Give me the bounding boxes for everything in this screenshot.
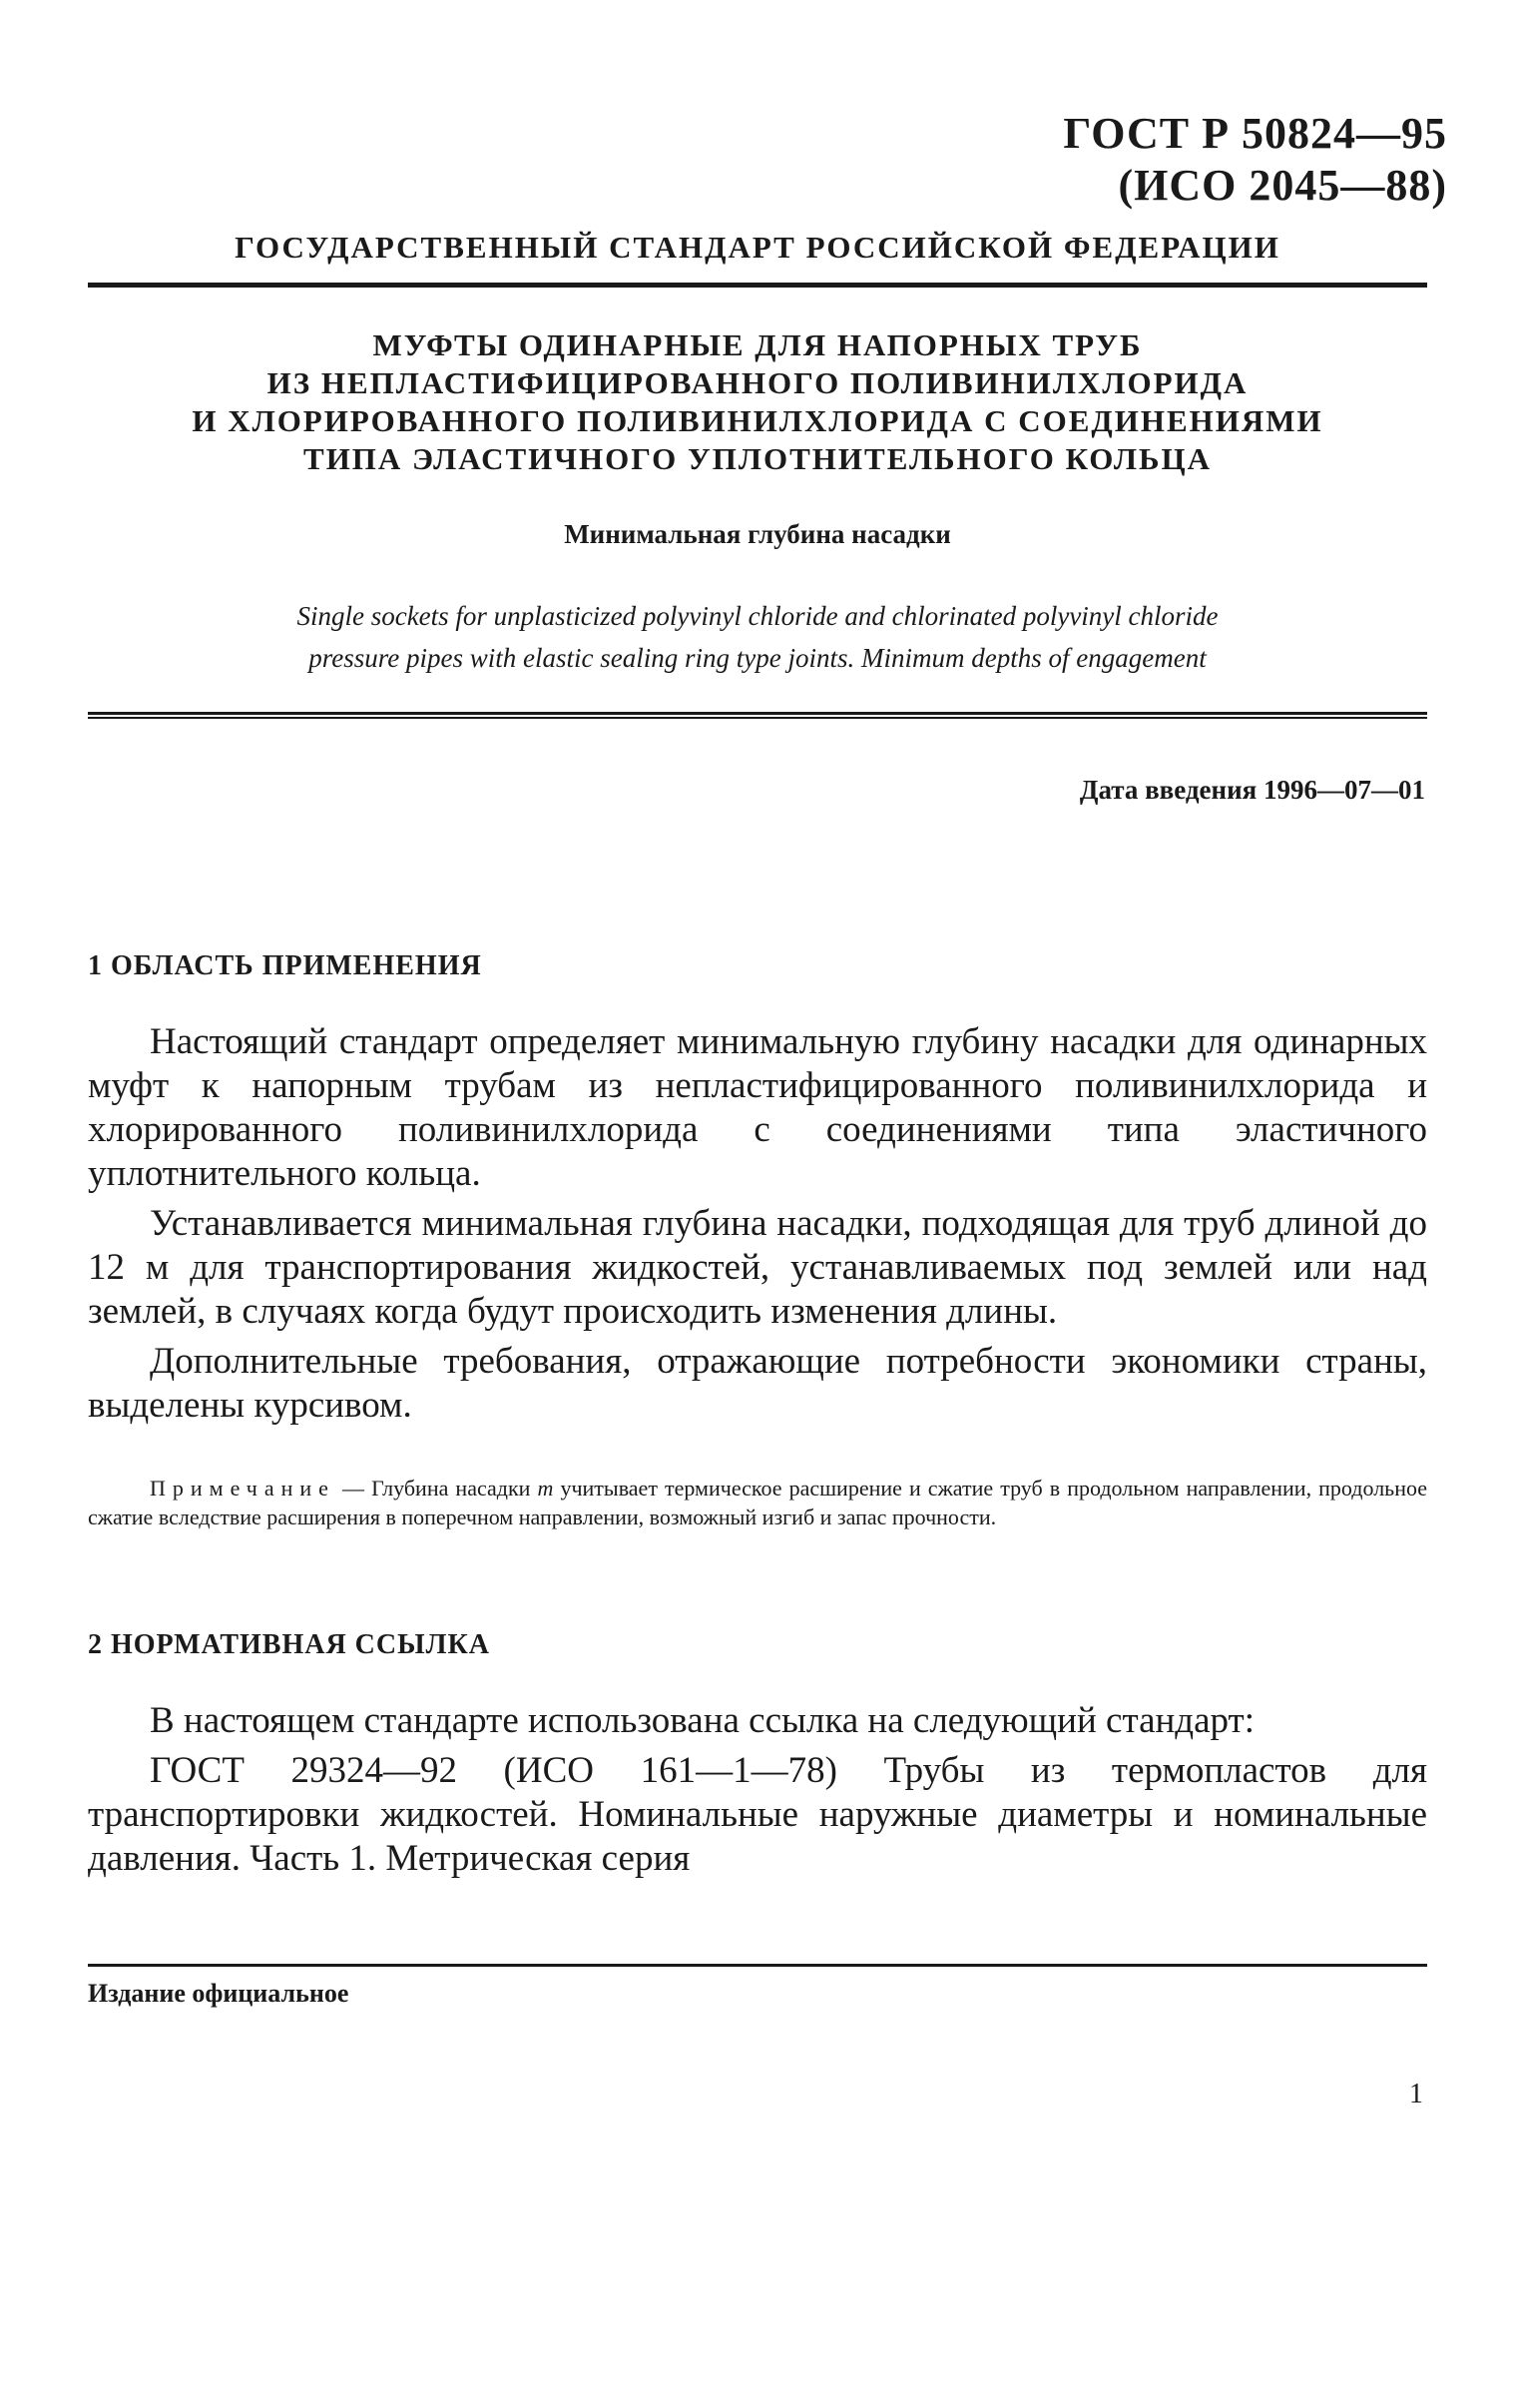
gost-designation [1063,108,1447,212]
paragraph: В настоящем стандарте использована ссылка на следующий стандарт: [150,1700,1256,1741]
note-symbol: m [537,1476,554,1501]
edition-label: Издание официальное [88,1979,349,2008]
section-2-heading: 2 НОРМАТИВНАЯ ССЫЛКА [88,1629,490,1660]
paragraph: Дополнительные требования, отражающие потребности экономики страны, выделены курсивом. [88,1341,1427,1426]
page-number: 1 [1409,2079,1423,2109]
title-line: ТИПА ЭЛАСТИЧНОГО УПЛОТНИТЕЛЬНОГО КОЛЬЦА [303,441,1212,476]
document-title [90,326,1425,478]
title-line: МУФТЫ ОДИНАРНЫЕ ДЛЯ НАПОРНЫХ ТРУБ [372,327,1143,362]
title-line: ИЗ НЕПЛАСТИФИЦИРОВАННОГО ПОЛИВИНИЛХЛОРИДА [266,365,1249,400]
paragraph: Настоящий стандарт определяет минимальную глубину насадки для одинарных муфт к напорным трубам из непластифицированного поливинилхлорида и хлорированного поливинилхлорида с соединениями типа эластичного уплотнительного кольца. [88,1021,1427,1194]
note-text: учитывает термическое расширение и сжатие труб в продольном направлении, продольное сжатие вследствие расширения в поперечном направлении, возможный изгиб и запас прочности. [88,1476,1428,1529]
english-title [90,595,1425,679]
section-1-body [88,1020,1427,1428]
paragraph: ГОСТ 29324—92 (ИСО 161—1—78) Трубы из термопластов для транспортировки жидкостей. Номинальные наружные диаметры и номинальные давления. Часть 1. Метрическая серия [88,1750,1427,1879]
title-line: И ХЛОРИРОВАННОГО ПОЛИВИНИЛХЛОРИДА С СОЕДИНЕНИЯМИ [192,403,1323,438]
paragraph: Устанавливается минимальная глубина насадки, подходящая для труб длиной до 12 м для транспортирования жидкостей, устанавливаемых под землей или над землей, в случаях когда будут происходить изменения длины. [88,1203,1427,1332]
note-label: Примечание [150,1476,335,1501]
english-title-line: Single sockets for unplasticized polyvinyl chloride and chlorinated polyvinyl chloride [296,601,1219,631]
section-2-body [88,1699,1427,1881]
note-dash: — Глубина насадки [334,1476,538,1501]
section-1-note [88,1474,1427,1531]
english-title-line: pressure pipes with elastic sealing ring type joints. Minimum depths of engagement [308,643,1207,673]
footer-rule [88,1964,1427,1967]
header-rule [88,283,1427,288]
document-subtitle: Минимальная глубина насадки [564,519,951,549]
introduction-date: Дата введения 1996—07—01 [1079,775,1425,805]
state-standard-heading: ГОСУДАРСТВЕННЫЙ СТАНДАРТ РОССИЙСКОЙ ФЕДЕРАЦИИ [235,230,1280,265]
section-1-heading: 1 ОБЛАСТЬ ПРИМЕНЕНИЯ [88,950,482,981]
gost-number: ГОСТ Р 50824—95 [1063,109,1447,158]
iso-number: (ИСО 2045—88) [1118,161,1447,210]
title-rule [88,712,1427,719]
